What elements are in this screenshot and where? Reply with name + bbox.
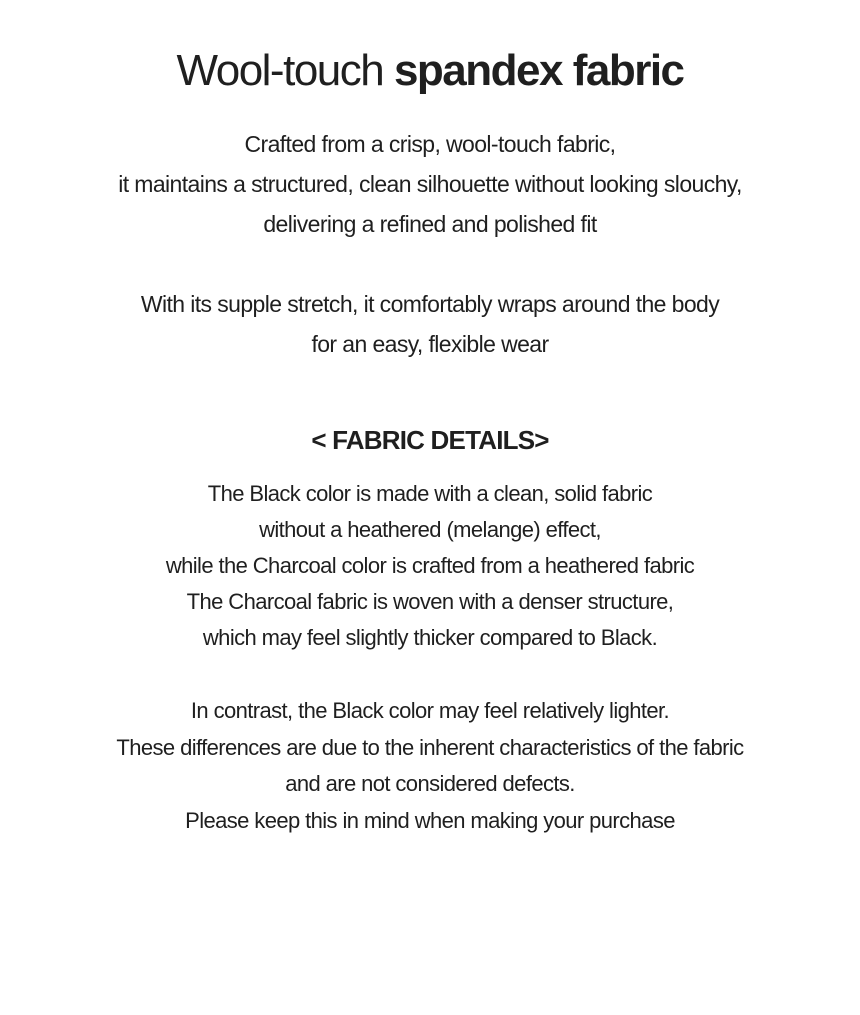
details-line: which may feel slightly thicker compared to Black. [202, 625, 658, 650]
contrast-line: and are not considered defects. [285, 771, 575, 796]
details-line: The Charcoal fabric is woven with a denser structure, [186, 589, 674, 614]
details-line: The Black color is made with a clean, solid fabric [207, 481, 653, 506]
details-line: while the Charcoal color is crafted from a heathered fabric [165, 553, 695, 578]
page-title [0, 44, 860, 98]
stretch-paragraph [0, 284, 860, 364]
fabric-details-heading: < FABRIC DETAILS> [311, 425, 549, 455]
stretch-line: for an easy, flexible wear [311, 331, 549, 357]
fabric-details-paragraph [0, 476, 860, 656]
intro-line: Crafted from a crisp, wool-touch fabric, [244, 131, 616, 157]
title-regular: Wool-touch [176, 46, 394, 95]
title-bold: spandex fabric [393, 46, 684, 95]
fabric-contrast-paragraph [0, 693, 860, 839]
intro-line: it maintains a structured, clean silhouette without looking slouchy, [118, 171, 742, 197]
intro-paragraph [0, 124, 860, 244]
details-line: without a heathered (melange) effect, [259, 517, 601, 542]
intro-line: delivering a refined and polished fit [263, 211, 597, 237]
contrast-line: Please keep this in mind when making your purchase [185, 807, 675, 833]
contrast-line: In contrast, the Black color may feel relatively lighter. [190, 698, 670, 723]
stretch-line: With its supple stretch, it comfortably wraps around the body [140, 291, 720, 317]
contrast-line: These differences are due to the inherent characteristics of the fabric [116, 734, 744, 760]
